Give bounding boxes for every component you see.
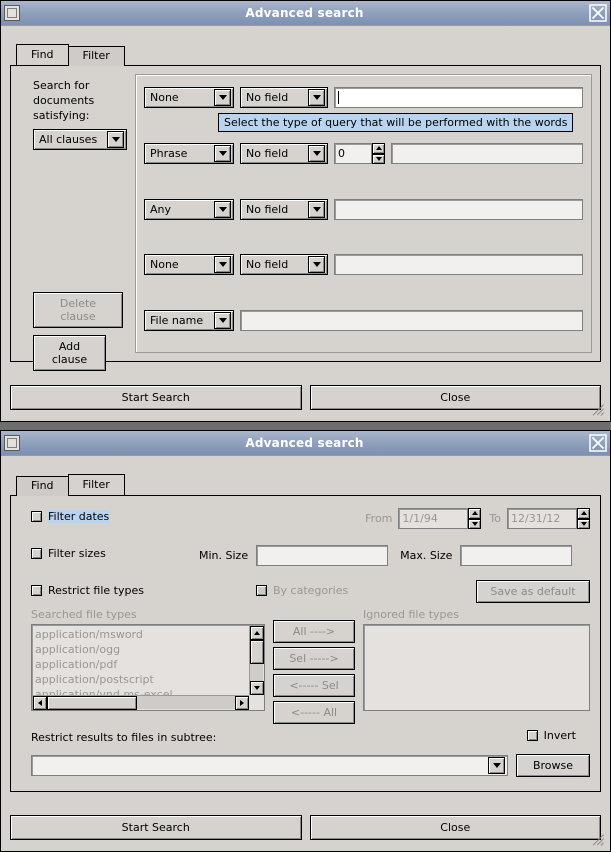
window-title: Advanced search: [245, 6, 364, 20]
list-item[interactable]: application/postscript: [35, 673, 154, 686]
titlebar-find[interactable]: [1, 1, 610, 26]
invert-checkbox[interactable]: [527, 730, 538, 741]
clause-row: [144, 87, 583, 108]
clause-type-select-4[interactable]: [144, 254, 234, 275]
clause-type-select-5[interactable]: [144, 310, 234, 331]
searched-file-types-items: [35, 627, 248, 702]
prompt-line-3: satisfying:: [33, 109, 90, 122]
invert-label: Invert: [543, 729, 576, 742]
start-search-button[interactable]: Start Search: [10, 815, 302, 840]
filter-dates-label: Filter dates: [48, 510, 110, 523]
save-as-default-button[interactable]: Save as default: [476, 580, 590, 603]
date-to-value: 12/31/12: [511, 512, 561, 525]
search-prompt-block: [33, 78, 133, 150]
subtree-label: Restrict results to files in subtree:: [31, 731, 217, 744]
scroll-up-button[interactable]: [250, 626, 264, 640]
ignored-file-types-label: Ignored file types: [363, 608, 460, 621]
min-size-label: Min. Size: [199, 549, 249, 562]
clause-field-select-3[interactable]: [240, 199, 328, 220]
filter-sizes-label: Filter sizes: [48, 547, 106, 560]
clause-mode-value: All clauses: [39, 133, 98, 146]
filter-bottom-buttons: [10, 815, 601, 840]
size-range-controls: [199, 545, 590, 566]
filter-dates-checkbox[interactable]: [31, 511, 42, 522]
find-bottom-buttons: [10, 385, 601, 410]
chevron-down-icon: [308, 89, 325, 106]
clause-field-select-2[interactable]: [240, 143, 328, 164]
query-type-tooltip: Select the type of query that will be performed with the words: [218, 113, 573, 132]
restrict-file-types-label: Restrict file types: [48, 584, 144, 597]
close-button[interactable]: Close: [310, 385, 602, 410]
scroll-right-button[interactable]: [235, 696, 249, 710]
list-item[interactable]: application/pdf: [35, 658, 118, 671]
tab-find[interactable]: Find: [16, 44, 69, 65]
filter-tab-panel: [10, 495, 601, 792]
move-selected-right-button[interactable]: Sel ----->: [273, 647, 355, 670]
clause-type-value-5: File name: [150, 314, 204, 327]
by-categories-checkbox[interactable]: [256, 585, 267, 596]
find-tab-panel: [10, 65, 601, 366]
subtree-path-combo[interactable]: [31, 755, 508, 776]
close-icon[interactable]: [589, 4, 607, 22]
delete-clause-button[interactable]: Delete clause: [33, 292, 123, 328]
transfer-buttons: [273, 620, 355, 724]
clause-field-value-4: No field: [246, 258, 289, 271]
from-label: From: [365, 512, 393, 525]
chevron-down-icon: [308, 145, 325, 162]
titlebar-filter[interactable]: [1, 431, 610, 456]
tabs-find-window: [16, 43, 124, 65]
tab-filter[interactable]: Filter: [68, 46, 125, 66]
filter-sizes-checkbox[interactable]: [31, 548, 42, 559]
clause-row: [144, 199, 583, 220]
clause-type-value-3: Any: [150, 203, 172, 216]
clause-proximity-stepper-2[interactable]: [372, 143, 385, 164]
scroll-down-button[interactable]: [250, 681, 264, 695]
move-all-left-button[interactable]: <----- All: [273, 701, 355, 724]
filter-window-client: [2, 457, 609, 850]
chevron-down-icon: [214, 89, 231, 106]
to-label: To: [489, 512, 501, 525]
date-to-input[interactable]: [507, 508, 577, 529]
min-size-input[interactable]: [256, 545, 388, 566]
clause-field-value-3: No field: [246, 203, 289, 216]
tabs-filter-window: [16, 473, 124, 495]
add-clause-button[interactable]: Add clause: [33, 335, 106, 371]
window-icon: [4, 5, 20, 21]
subtree-row: [31, 754, 590, 777]
move-selected-left-button[interactable]: <----- Sel: [273, 674, 355, 697]
searched-list-hscrollbar[interactable]: [33, 695, 249, 709]
clause-type-value-2: Phrase: [150, 147, 188, 160]
chevron-down-icon: [214, 145, 231, 162]
resize-grip[interactable]: [593, 834, 607, 848]
close-icon[interactable]: [589, 434, 607, 452]
prompt-line-1: Search for: [33, 79, 90, 92]
clause-text-input-3[interactable]: [334, 199, 583, 220]
clause-text-input-1[interactable]: [334, 87, 583, 108]
stepper-down-icon: [372, 154, 385, 165]
chevron-down-icon: [107, 131, 124, 148]
clause-mode-select[interactable]: [33, 129, 127, 150]
by-categories-label: By categories: [273, 584, 349, 597]
chevron-down-icon: [488, 757, 505, 774]
start-search-button[interactable]: Start Search: [10, 385, 302, 410]
stepper-up-icon: [372, 143, 385, 154]
chevron-down-icon: [214, 312, 231, 329]
text-caret: [338, 91, 339, 104]
ignored-file-types-block: [363, 608, 459, 621]
advanced-search-find-window: [0, 0, 611, 422]
clause-field-select-4[interactable]: [240, 254, 328, 275]
clause-type-select-2[interactable]: [144, 143, 234, 164]
chevron-down-icon: [308, 256, 325, 273]
restrict-file-types-checkbox[interactable]: [31, 585, 42, 596]
clause-field-value-2: No field: [246, 147, 289, 160]
ignored-file-types-list[interactable]: [363, 624, 590, 711]
tab-filter[interactable]: Filter: [68, 474, 125, 495]
clause-text-input-4[interactable]: [334, 254, 583, 275]
advanced-search-filter-window: [0, 430, 611, 852]
invert-row: [527, 729, 576, 742]
clauses-container: [135, 74, 592, 353]
prompt-line-2: documents: [33, 94, 95, 107]
move-all-right-button[interactable]: All ---->: [273, 620, 355, 643]
clause-field-value-1: No field: [246, 91, 289, 104]
clause-row: [144, 254, 583, 275]
filter-dates-row: [31, 510, 109, 523]
max-size-input[interactable]: [460, 545, 572, 566]
filter-sizes-row: [31, 547, 106, 560]
clause-type-select-1[interactable]: [144, 87, 234, 108]
max-size-label: Max. Size: [400, 549, 453, 562]
date-to-stepper[interactable]: [577, 508, 590, 529]
resize-grip[interactable]: [593, 404, 607, 418]
by-categories-row: [256, 584, 348, 597]
clause-proximity-value-2: 0: [338, 147, 345, 160]
list-item[interactable]: application/msword: [35, 628, 143, 641]
window-title: Advanced search: [245, 436, 364, 450]
list-item[interactable]: application/ogg: [35, 643, 121, 656]
clause-row: [144, 310, 583, 331]
searched-file-types-block: [31, 608, 265, 621]
chevron-down-icon: [214, 201, 231, 218]
date-from-stepper[interactable]: [468, 508, 481, 529]
date-from-input[interactable]: [398, 508, 468, 529]
date-range-controls: [365, 508, 590, 529]
searched-file-types-list[interactable]: [31, 624, 265, 711]
browse-button[interactable]: Browse: [516, 754, 590, 777]
clause-text-input-5[interactable]: [240, 310, 583, 331]
searched-file-types-label: Searched file types: [31, 608, 137, 621]
clause-text-input-2[interactable]: [391, 143, 583, 164]
clause-field-select-1[interactable]: [240, 87, 328, 108]
searched-list-vscrollbar[interactable]: [249, 626, 263, 695]
window-icon: [4, 435, 20, 451]
clause-row: [144, 143, 583, 164]
chevron-down-icon: [214, 256, 231, 273]
close-button[interactable]: Close: [310, 815, 602, 840]
clause-type-select-3[interactable]: [144, 199, 234, 220]
scroll-left-button[interactable]: [33, 696, 47, 710]
tab-find[interactable]: Find: [16, 476, 69, 496]
find-window-client: [2, 27, 609, 420]
vscroll-thumb[interactable]: [250, 640, 264, 664]
clause-proximity-input-2[interactable]: [334, 143, 372, 164]
clause-type-value-1: None: [150, 91, 179, 104]
chevron-down-icon: [308, 201, 325, 218]
date-from-value: 1/1/94: [402, 512, 438, 525]
hscroll-thumb[interactable]: [47, 696, 137, 710]
clause-type-value-4: None: [150, 258, 179, 271]
restrict-file-types-row: [31, 584, 144, 597]
